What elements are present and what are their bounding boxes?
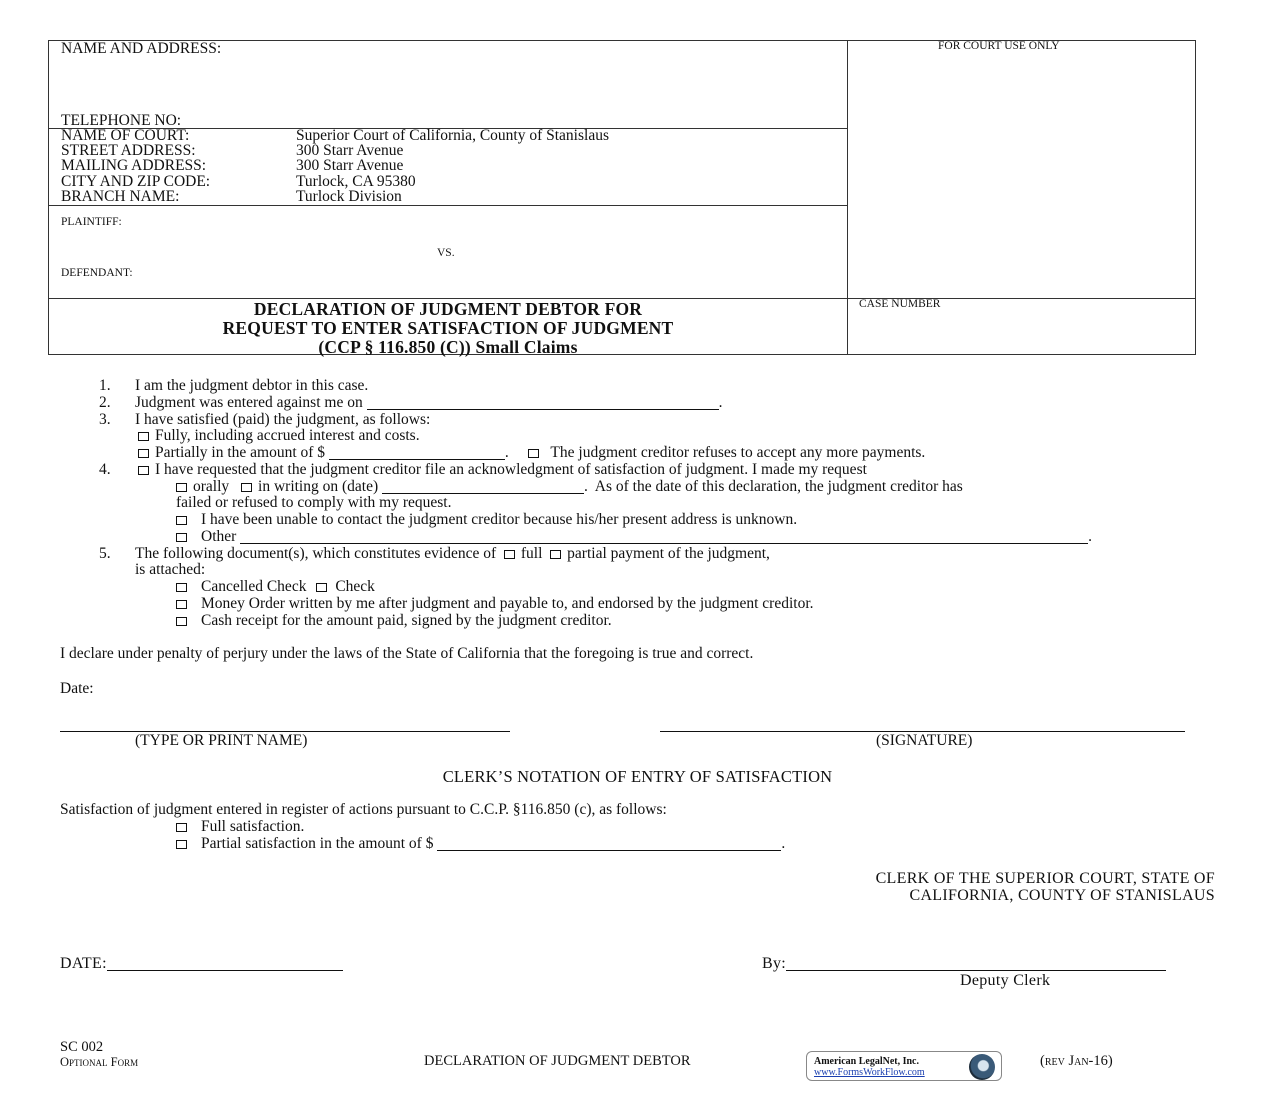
clerk-office-line-2: CALIFORNIA, COUNTY OF STANISLAUS (909, 887, 1215, 904)
other-field[interactable] (240, 529, 1088, 544)
item-4-number: 4. (99, 461, 111, 478)
name-and-address-field[interactable] (60, 58, 840, 110)
form-title (48, 300, 848, 357)
item-2-line (135, 394, 722, 412)
court-use-label: FOR COURT USE ONLY (938, 40, 1060, 52)
partial-payment-checkbox[interactable] (550, 550, 561, 559)
money-order-option (176, 595, 814, 613)
failed-text: failed or refused to comply with my request. (176, 494, 452, 511)
partial-payment-label: partial payment of the judgment, (567, 545, 770, 562)
form-title-line-2: REQUEST TO ENTER SATISFACTION OF JUDGMENT (222, 318, 674, 338)
american-legalnet-logo (806, 1051, 1002, 1081)
full-payment-checkbox[interactable] (504, 550, 515, 559)
signature-caption: (SIGNATURE) (876, 732, 973, 749)
request-date-field[interactable] (382, 479, 584, 494)
fully-paid-option (138, 427, 420, 445)
form-number: SC 002 (60, 1039, 104, 1055)
street-address-value: 300 Starr Avenue (296, 142, 404, 160)
deputy-clerk-caption: Deputy Clerk (960, 972, 1051, 989)
logo-company-name: American LegalNet, Inc. (814, 1056, 919, 1067)
clerk-date-field[interactable] (107, 956, 343, 971)
deputy-clerk-signature-field[interactable] (786, 956, 1166, 971)
cash-receipt-option (176, 612, 612, 630)
city-zip-label: CITY AND ZIP CODE: (61, 172, 211, 190)
item-2-text: Judgment was entered against me on (135, 394, 363, 411)
defendant-field[interactable] (150, 265, 830, 283)
as-of-text: As of the date of this declaration, the judgment creditor has (594, 478, 963, 495)
divider (48, 205, 848, 206)
clerk-intro: Satisfaction of judgment entered in register of actions pursuant to C.C.P. §116.850 (c), as follows: (60, 801, 667, 818)
partial-satisfaction-checkbox[interactable] (176, 840, 187, 849)
other-checkbox[interactable] (176, 533, 187, 542)
full-payment-label: full (520, 545, 543, 562)
orally-checkbox[interactable] (176, 483, 187, 492)
mailing-address-label: MAILING ADDRESS: (61, 157, 207, 175)
logo-website-link[interactable]: www.FormsWorkFlow.com (814, 1067, 925, 1078)
fully-paid-label: Fully, including accrued interest and costs. (155, 427, 420, 444)
item-2-number: 2. (99, 394, 111, 411)
in-writing-checkbox[interactable] (241, 483, 252, 492)
fully-paid-checkbox[interactable] (138, 432, 149, 441)
form-title-line-1: DECLARATION OF JUDGMENT DEBTOR FOR (253, 299, 643, 319)
court-info-labels (61, 128, 210, 204)
item-5-number: 5. (99, 545, 111, 562)
full-satisfaction-checkbox[interactable] (176, 823, 187, 832)
item-4-line (138, 461, 867, 479)
other-label: Other (201, 528, 237, 545)
partial-satisfaction-amount-field[interactable] (437, 836, 781, 851)
partially-paid-option: Partially in the amount of $ . The judgment creditor refuses to accept any more payments. (138, 444, 925, 462)
clerk-by-line (762, 955, 1166, 973)
vs-label: VS. (437, 247, 455, 259)
name-and-address-label: NAME AND ADDRESS: (61, 40, 222, 57)
by-label: By: (762, 955, 787, 972)
revision-date: (rev Jan-16) (1040, 1053, 1113, 1069)
court-name-label: NAME OF COURT: (61, 127, 190, 144)
in-writing-label: in writing on (date) (258, 478, 379, 495)
request-method-line: orally in writing on (date) . As of the date of this declaration, the judgment creditor has (176, 478, 963, 496)
cancelled-check-checkbox[interactable] (176, 583, 187, 592)
unable-contact-checkbox[interactable] (176, 516, 187, 525)
court-info-values (296, 128, 609, 204)
declaration-date-label: Date: (60, 680, 94, 697)
cancelled-check-label: Cancelled Check (201, 578, 307, 595)
check-checkbox[interactable] (316, 583, 327, 592)
telephone-field[interactable] (210, 112, 830, 128)
partially-paid-checkbox[interactable] (138, 449, 149, 458)
case-number-field[interactable] (858, 314, 1188, 350)
partial-amount-field[interactable] (329, 445, 505, 460)
perjury-statement: I declare under penalty of perjury under the laws of the State of California that the foregoing is true and correct. (60, 645, 754, 662)
judgment-date-field[interactable] (367, 395, 719, 410)
attached-text: is attached: (135, 561, 206, 578)
court-name-value: Superior Court of California, County of Stanislaus (296, 127, 609, 144)
partially-paid-label: Partially in the amount of $ (155, 444, 326, 461)
cash-receipt-checkbox[interactable] (176, 617, 187, 626)
unable-contact-option (176, 511, 797, 529)
item-4-text: I have requested that the judgment creditor file an acknowledgment of satisfaction of judgment. I made my request (155, 461, 867, 478)
refuses-payments-checkbox[interactable] (528, 449, 539, 458)
orally-label: orally (193, 478, 230, 495)
refuses-payments-label: The judgment creditor refuses to accept any more payments. (550, 444, 926, 461)
item-5-text: The following document(s), which constitutes evidence of (135, 545, 497, 562)
cash-receipt-label: Cash receipt for the amount paid, signed by the judgment creditor. (201, 612, 612, 629)
period: . (718, 394, 723, 411)
item-1-number: 1. (99, 377, 111, 394)
full-satisfaction-label: Full satisfaction. (201, 818, 305, 835)
partial-satisfaction-option: Partial satisfaction in the amount of $ . (176, 835, 785, 853)
other-option: Other . (176, 528, 1092, 546)
city-zip-value: Turlock, CA 95380 (296, 172, 416, 190)
defendant-label: DEFENDANT: (61, 267, 133, 279)
money-order-checkbox[interactable] (176, 600, 187, 609)
print-name-caption: (TYPE OR PRINT NAME) (135, 732, 308, 749)
declaration-date-field[interactable] (100, 678, 400, 696)
mailing-address-value: 300 Starr Avenue (296, 157, 404, 175)
case-number-label: CASE NUMBER (859, 298, 941, 310)
full-satisfaction-option (176, 818, 304, 836)
check-label: Check (335, 578, 375, 595)
plaintiff-label: PLAINTIFF: (61, 216, 122, 228)
clerk-heading: CLERK’S NOTATION OF ENTRY OF SATISFACTION (442, 767, 833, 786)
footer-form-title: DECLARATION OF JUDGMENT DEBTOR (424, 1053, 691, 1069)
partial-satisfaction-label: Partial satisfaction in the amount of $ (201, 835, 434, 852)
optional-form-label: Optional Form (60, 1055, 139, 1069)
money-order-label: Money Order written by me after judgment and payable to, and endorsed by the judgment creditor. (201, 595, 814, 612)
branch-name-label: BRANCH NAME: (61, 187, 180, 205)
item-5-line (135, 545, 770, 563)
item-3-number: 3. (99, 411, 111, 428)
street-address-label: STREET ADDRESS: (61, 142, 196, 160)
clerk-office-line-1: CLERK OF THE SUPERIOR COURT, STATE OF (875, 870, 1215, 887)
telephone-label: TELEPHONE NO: (61, 112, 182, 129)
clerk-date-line (60, 955, 343, 973)
globe-icon (969, 1054, 995, 1080)
check-options (176, 578, 375, 596)
unable-contact-label: I have been unable to contact the judgment creditor because his/her present address is unknown. (201, 511, 798, 528)
form-title-line-3: (CCP § 116.850 (C)) Small Claims (318, 337, 578, 357)
clerk-office (876, 870, 1215, 904)
clerk-date-label: DATE: (60, 955, 107, 972)
item-3-text: I have satisfied (paid) the judgment, as follows: (135, 411, 431, 428)
plaintiff-field[interactable] (150, 214, 830, 232)
item-1-text: I am the judgment debtor in this case. (135, 377, 369, 394)
branch-name-value: Turlock Division (296, 187, 402, 205)
requested-acknowledgment-checkbox[interactable] (138, 466, 149, 475)
